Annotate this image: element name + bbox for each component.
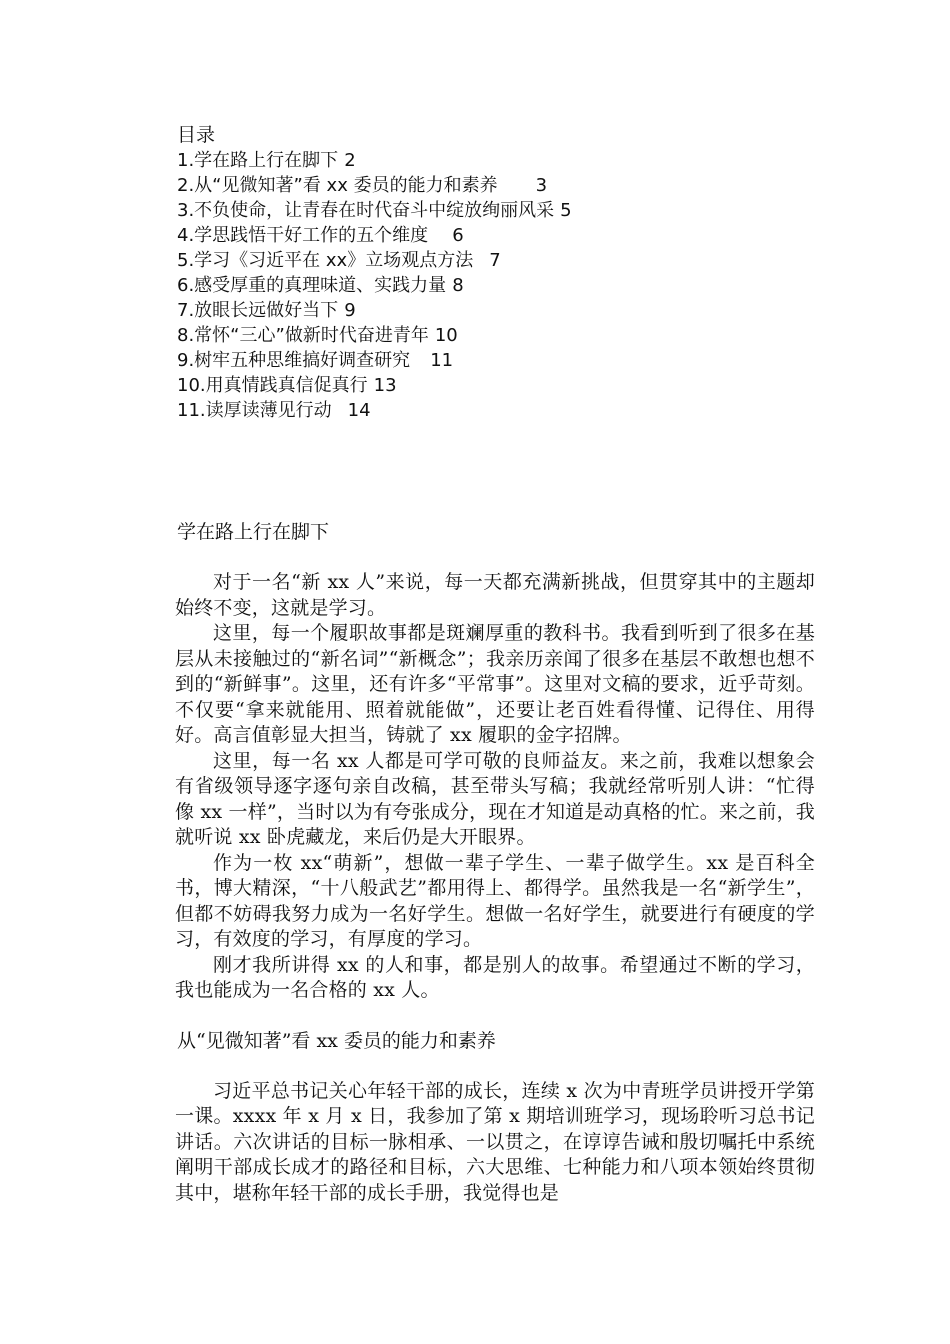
document-body	[175, 520, 815, 1206]
toc-item[interactable]	[177, 298, 797, 323]
toc-item-page: 10	[434, 325, 458, 346]
toc-item[interactable]	[177, 248, 797, 273]
toc-item-label: 4.学思践悟干好工作的五个维度	[177, 225, 429, 246]
table-of-contents	[177, 123, 797, 423]
toc-item-label: 10.用真情践真信促真行	[177, 375, 368, 396]
paragraph: 刚才我所讲得 xx 的人和事，都是别人的故事。希望通过不断的学习，我也能成为一名合格的 xx 人。	[175, 953, 815, 1001]
toc-item[interactable]	[177, 198, 797, 223]
paragraph: 习近平总书记关心年轻干部的成长，连续 x 次为中青班学员讲授开学第一课。xxxx 年 x 月 x 日，我参加了第 x 期培训班学习，现场聆听习总书记讲话。六次讲话的目标一脉相承、一以贯之，在谆谆告诫和殷切嘱托中系统阐明干部成长成才的路径和目标，六大思维、七种能力和八项本领始终贯彻其中，堪称年轻干部的成长手册，我觉得也是	[175, 1079, 815, 1204]
toc-item-label: 11.读厚读薄见行动	[177, 400, 332, 421]
toc-item[interactable]	[177, 273, 797, 298]
toc-item-label: 6.感受厚重的真理味道、实践力量	[177, 275, 447, 296]
toc-item-label: 2.从“见微知著”看 xx 委员的能力和素养	[177, 175, 498, 196]
toc-item-page: 7	[489, 250, 501, 271]
section-title: 学在路上行在脚下	[177, 521, 330, 543]
toc-item[interactable]	[177, 348, 797, 373]
toc-item-page: 14	[347, 400, 371, 421]
toc-item[interactable]	[177, 373, 797, 398]
toc-item-label: 7.放眼长远做好当下	[177, 300, 339, 321]
toc-item-page: 11	[430, 350, 454, 371]
toc-item[interactable]	[177, 173, 797, 198]
toc-item-page: 5	[560, 200, 572, 221]
toc-item-page: 13	[373, 375, 397, 396]
paragraph: 这里，每一名 xx 人都是可学可敬的良师益友。来之前，我难以想象会有省级领导逐字逐句亲自改稿，甚至带头写稿；我就经常听别人讲：“忙得像 xx 一样”，当时以为有夸张成分，现在才知道是动真格的忙。来之前，我就听说 xx 卧虎藏龙，来后仍是大开眼界。	[175, 749, 815, 848]
section-title: 从“见微知著”看 xx 委员的能力和素养	[177, 1029, 496, 1052]
toc-item-page: 2	[344, 150, 356, 171]
paragraph: 作为一枚 xx“萌新”，想做一辈子学生、一辈子做学生。xx 是百科全书，博大精深，“十八般武艺”都用得上、都得学。虽然我是一名“新学生”，但都不妨碍我努力成为一名好学生。想做一名好学生，就要进行有硬度的学习，有效度的学习，有厚度的学习。	[175, 851, 815, 950]
section-divider	[175, 1004, 815, 1029]
toc-item-page: 6	[452, 225, 464, 246]
toc-item-label: 3.不负使命，让青春在时代奋斗中绽放绚丽风采	[177, 200, 555, 221]
paragraph: 对于一名“新 xx 人”来说，每一天都充满新挑战，但贯穿其中的主题却始终不变，这就是学习。	[175, 571, 815, 619]
toc-item-label: 5.学习《习近平在 xx》立场观点方法	[177, 250, 474, 271]
paragraph: 这里，每一个履职故事都是斑斓厚重的教科书。我看到听到了很多在基层从未接触过的“新名词”“新概念”；我亲历亲闻了很多在基层不敢想也想不到的“新鲜事”。这里，还有许多“平常事”。这里对文稿的要求，近乎苛刻。不仅要“拿来就能用、照着就能做”，还要让老百姓看得懂、记得住、用得好。高言值彰显大担当，铸就了 xx 履职的金字招牌。	[175, 622, 815, 746]
toc-item[interactable]	[177, 223, 797, 248]
toc-item-label: 9.树牢五种思维搞好调查研究	[177, 350, 411, 371]
toc-item-label: 8.常怀“三心”做新时代奋进青年	[177, 325, 429, 346]
toc-item-page: 3	[535, 175, 548, 196]
toc-item-label: 1.学在路上行在脚下	[177, 150, 339, 171]
toc-item[interactable]	[177, 148, 797, 173]
toc-item[interactable]	[177, 323, 797, 348]
toc-item-page: 9	[344, 300, 356, 321]
toc-title: 目录	[177, 124, 216, 146]
toc-item[interactable]	[177, 398, 797, 423]
toc-item-page: 8	[452, 275, 464, 296]
